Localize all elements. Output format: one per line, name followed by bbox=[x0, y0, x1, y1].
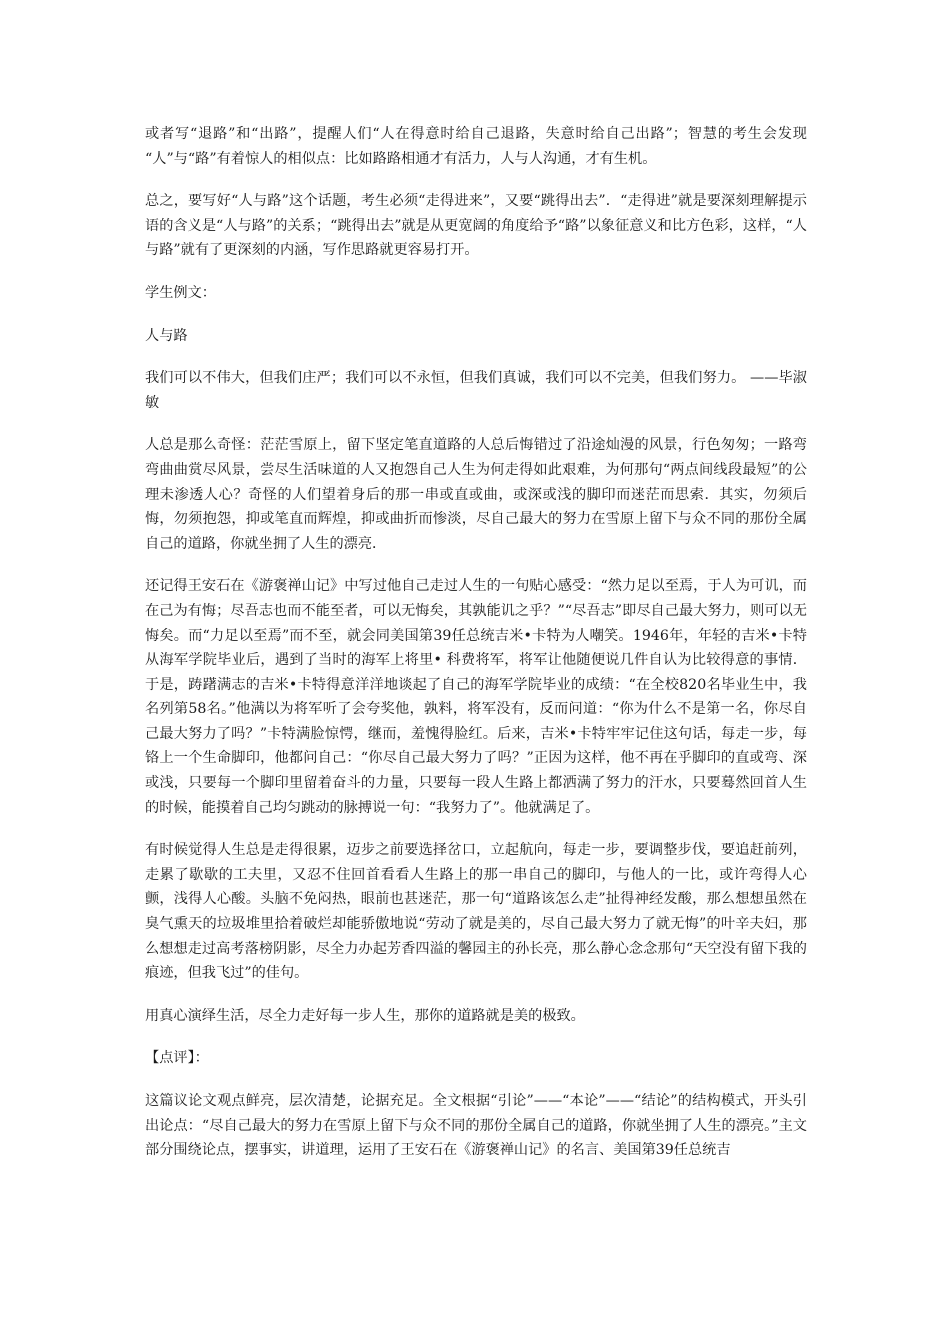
paragraph-intro-roads: 或者写“退路”和“出路”，提醒人们“人在得意时给自己退路，失意时给自己出路”；智慧的考生会发现 “人”与“路”有着惊人的相似点：比如路路相通才有活力，人与人沟通，才有生机。 bbox=[145, 126, 807, 167]
essay-conclusion: 用真心演绎生活，尽全力走好每一步人生，那你的道路就是美的极致。 bbox=[145, 1007, 585, 1024]
essay-paragraph-3: 有时候觉得人生总是走得很累，迈步之前要选择岔口，立起航向，每走一步，要调整步伐，要追赶前列，走累了歇歇的工夫里，又忍不住回首看看人生路上的那一串自己的脚印，与他人的一比，或许弯得人心颤，浅得人心酸。头脑不免闷热，眼前也甚迷茫，那一句“道路该怎么走”扯得神经发酸，那么想想虽然在臭气熏天的垃圾堆里拾着破烂却能骄傲地说“劳动了就是美的，尽自己最大努力了就无悔”的叶辛夫妇，那么想想走过高考落榜阴影，尽全力办起芳香四溢的馨园主的孙长亮，那么静心念念那句“天空没有留下我的痕迹，但我飞过”的佳句。 bbox=[145, 842, 807, 982]
essay-epigraph: 我们可以不伟大，但我们庄严；我们可以不永恒，但我们真诚，我们可以不完美，但我们努力。 ——毕淑敏 bbox=[145, 370, 807, 411]
comment-heading: 【点评】： bbox=[145, 1050, 209, 1067]
document-body bbox=[145, 122, 807, 1181]
section-label-student-essay: 学生例文： bbox=[145, 284, 216, 301]
comment-paragraph: 这篇议论文观点鲜亮，层次清楚，论据充足。全文根据“引论”——“本论”——“结论”的结构模式，开头引出论点：“尽自己最大的努力在雪原上留下与众不同的那份全属自己的道路，你就坐拥了人生的漂亮。”主文部分围绕论点，摆事实，讲道理，运用了王安石在《游褒禅山记》的名言、美国第39任总统吉 bbox=[145, 1093, 807, 1159]
paragraph-summary: 总之，要写好“人与路”这个话题，考生必须“走得进来”，又要“跳得出去”．“走得进”就是要深刻理解提示语的含义是“人与路”的关系；“跳得出去”就是从更宽阔的角度给予“路”以象征意义和比方色彩，这样，“人与路”就有了更深刻的内涵，写作思路就更容易打开。 bbox=[145, 193, 807, 259]
essay-title: 人与路 bbox=[145, 327, 188, 344]
essay-paragraph-2: 还记得王安石在《游褒禅山记》中写过他自己走过人生的一句贴心感受：“然力足以至焉，于人为可讥，而在己为有悔；尽吾志也而不能至者，可以无悔矣，其孰能讥之乎？”“尽吾志”即尽自己最大努力，则可以无悔矣。而“力足以至焉”而不至，就会同美国第39任总统吉米•卡特为人嘲笑。1946年，年轻的吉米•卡特从海军学院毕业后，遇到了当时的海军上将里• 科费将军，将军让他随便说几件自认为比较得意的事情．于是，踌躇满志的吉米•卡特得意洋洋地谈起了自己的海军学院毕业的成绩：“在全校820名毕业生中，我名列第58名。”他满以为将军听了会夸奖他，孰料，将军没有，反而问道：“你为什么不是第一名，你尽自己最大努力了吗？”卡特满脸惊愕，继而，羞愧得脸红。后来，吉米•卡特牢牢记住这句话，每走一步，每铬上一个生命脚印，他都问自己：“你尽自己最大努力了吗？”正因为这样，他不再在乎脚印的直或弯、深或浅，只要每一个脚印里留着奋斗的力量，只要每一段人生路上都洒满了努力的汗水，只要蓦然回首人生的时候，能摸着自己均匀跳动的脉搏说一句：“我努力了”。他就满足了。 bbox=[145, 578, 807, 816]
essay-paragraph-1: 人总是那么奇怪：茫茫雪原上，留下坚定笔直道路的人总后悔错过了沿途灿漫的风景，行色匆匆；一路弯弯曲曲赏尽风景，尝尽生活味道的人又抱怨自己人生为何走得如此艰难，为何那句“两点间线段最短”的公理未渗透人心？奇怪的人们望着身后的那一串或直或曲，或深或浅的脚印而迷茫而思索．其实，勿须后悔，勿须抱怨，抑或笔直而辉煌，抑或曲折而惨淡，尽自己最大的努力在雪原上留下与众不同的那份全属自己的道路，你就坐拥了人生的漂亮． bbox=[145, 437, 807, 552]
